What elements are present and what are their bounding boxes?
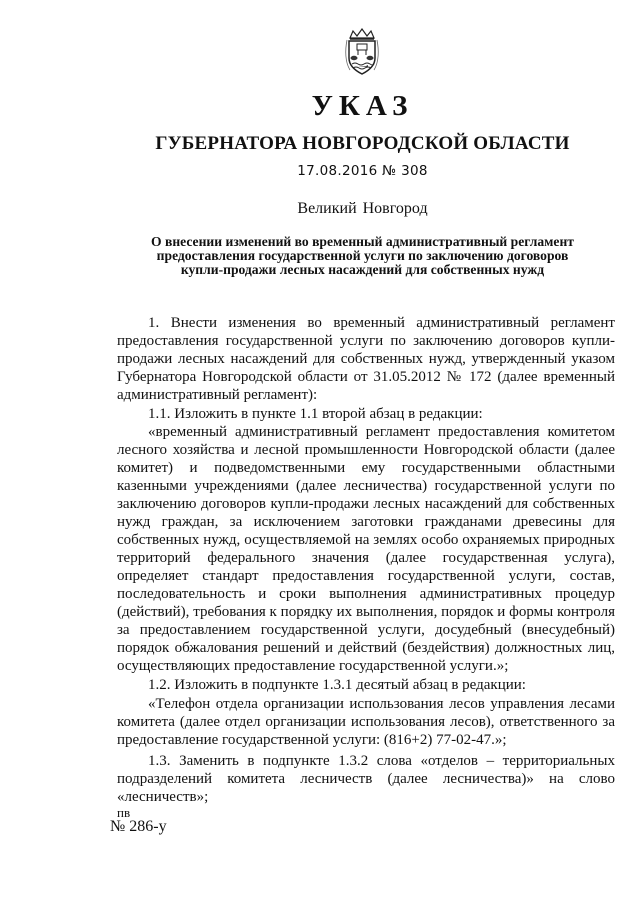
decree-city: Великий Новгород (297, 200, 428, 217)
body-line: 1.1. Изложить в пункте 1.1 второй абзац в редакции: (148, 406, 483, 422)
heading-line: купли-продажи лесных насаждений для собственных нужд (180, 262, 545, 277)
body-line: определяет стандарт предоставления государственной услуги, состав, (117, 568, 615, 584)
body-line: предоставление государственной услуги: (816+2) 77-02-47.»; (117, 732, 507, 748)
body-line: 1.2. Изложить в подпункте 1.3.1 десятый абзац в редакции: (148, 677, 526, 693)
body-line: казенными учреждениями (далее лесничества) государственной услуги по (117, 478, 615, 494)
body-line: административный регламент): (117, 387, 318, 403)
body-line: за предоставлением государственной услуги, досудебный (внесудебный) (117, 622, 615, 638)
body-line: предоставления государственной услуги по заключению договоров купли- (117, 333, 615, 349)
body-line: 1. Внести изменения во временный административный регламент (148, 315, 615, 331)
body-line: «лесничеств»; (117, 789, 209, 805)
body-line: «временный административный регламент предоставления комитетом (148, 424, 615, 440)
body-line: (действий), требования к порядку их выполнения, порядок и формы контроля (117, 604, 615, 620)
body-line: территорий федерального значения (далее государственная услуга), (117, 550, 615, 566)
body-line: подразделений комитета лесничеств (далее лесничества)» на слово (117, 771, 615, 787)
body-line: заключению договоров купли-продажи лесных насаждений для собственных (117, 496, 615, 512)
body-line: комитет) и подведомственными ему государственными областными (117, 460, 615, 476)
decree-heading (110, 235, 615, 277)
body-line: собственных нужд, осуществляемой на землях особо охраняемых природных (117, 532, 615, 548)
heading-line: О внесении изменений во временный административный регламент (151, 234, 574, 249)
body-line: 1.3. Заменить в подпункте 1.3.2 слова «отделов – территориальных (148, 753, 615, 769)
body-line: продажи лесных насаждений для собственных нужд, утвержденный указом (117, 351, 615, 367)
body-line: комитета (далее отдел организации использования лесов), ответственного за (117, 714, 615, 730)
coat-of-arms-icon (344, 28, 380, 76)
body-line: лесного хозяйства и лесной промышленности Новгородской области (далее (117, 442, 615, 458)
decree-date-number: 17.08.2016 № 308 (297, 163, 428, 179)
decree-issuer: ГУБЕРНАТОРА НОВГОРОДСКОЙ ОБЛАСТИ (155, 133, 570, 154)
registration-number: № 286-у (110, 818, 167, 835)
body-line: «Телефон отдела организации использования лесов управления лесами (148, 696, 615, 712)
decree-title: УКАЗ (311, 90, 414, 122)
body-line: Губернатора Новгородской области от 31.05.2012 № 172 (далее временный (117, 369, 615, 385)
body-line: последовательность и сроки выполнения административных процедур (117, 586, 615, 602)
heading-line: предоставления государственной услуги по заключению договоров (156, 248, 569, 263)
body-line: нужд граждан, за исключением заготовки гражданами древесины для (117, 514, 615, 530)
executor-initials: пв (117, 805, 131, 820)
body-line: порядок обжалования решений и действий (бездействия) должностных лиц, (117, 640, 615, 656)
body-line: осуществляющих предоставление государственной услуги.»; (117, 658, 509, 674)
